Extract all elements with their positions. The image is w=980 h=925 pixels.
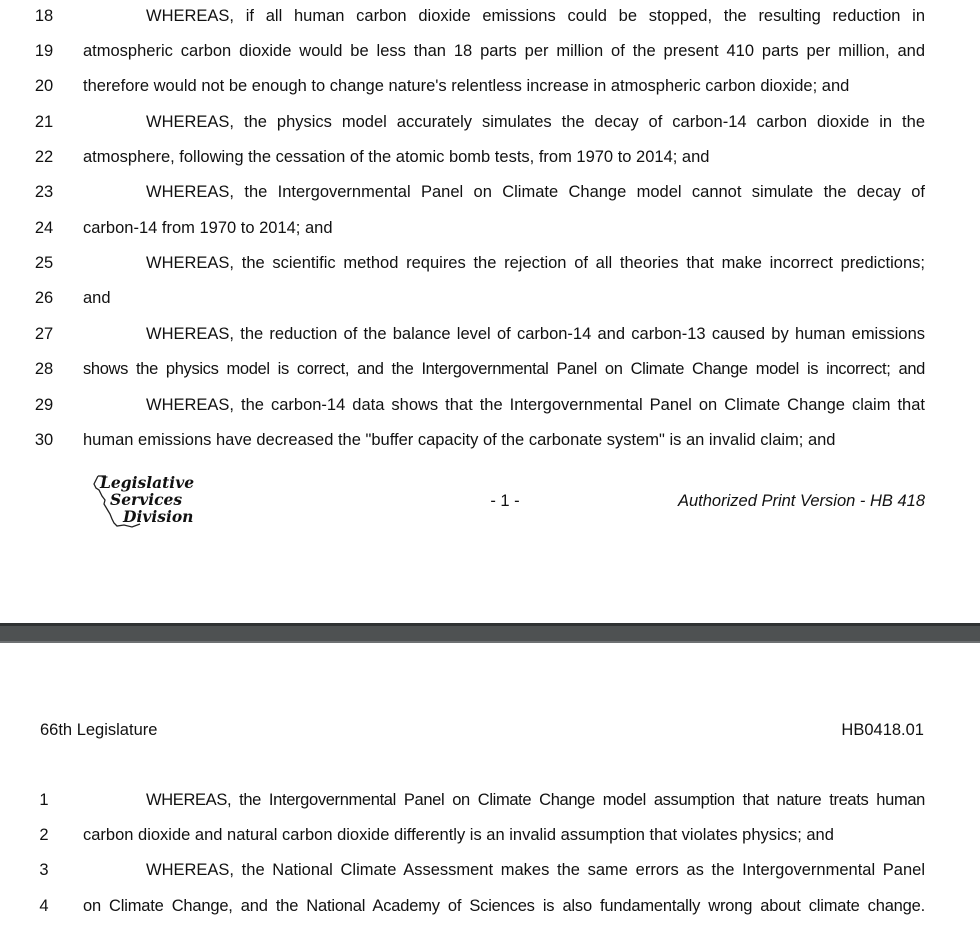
line-text: WHEREAS, the physics model accurately simulates the decay of carbon-14 carbon dioxide in the — [146, 113, 925, 131]
line-text: therefore would not be enough to change nature's relentless increase in atmospheric carbon dioxide; and — [83, 77, 850, 95]
line-text: and — [83, 289, 111, 307]
line-number: 4 — [39, 897, 49, 915]
legislature-header: 66th Legislature — [40, 721, 158, 739]
line-text: atmospheric carbon dioxide would be less than 18 parts per million of the present 410 parts per million, and — [83, 42, 925, 60]
line-number: 19 — [34, 42, 54, 60]
page-separator — [0, 623, 980, 643]
line-text: carbon-14 from 1970 to 2014; and — [83, 219, 333, 237]
text-line-28 — [0, 356, 980, 382]
line-number: 24 — [34, 219, 54, 237]
line-text: WHEREAS, the reduction of the balance level of carbon-14 and carbon-13 caused by human emissions — [146, 325, 925, 343]
line-number: 25 — [34, 254, 54, 272]
text-line-27 — [0, 321, 980, 347]
line-text: atmosphere, following the cessation of the atomic bomb tests, from 1970 to 2014; and — [83, 148, 710, 166]
line-number: 30 — [34, 431, 54, 449]
line-text: shows the physics model is correct, and the Intergovernmental Panel on Climate Change model is incorrect; and — [83, 360, 925, 378]
logo-text-line: Division — [123, 507, 194, 526]
text-line-2 — [0, 822, 980, 848]
line-text: human emissions have decreased the "buffer capacity of the carbonate system" is an invalid claim; and — [83, 431, 836, 449]
line-text: WHEREAS, the Intergovernmental Panel on Climate Change model assumption that nature treats human — [146, 791, 925, 809]
logo-text-line: Services — [110, 490, 183, 509]
bill-id-header: HB0418.01 — [841, 721, 924, 739]
line-number: 27 — [34, 325, 54, 343]
page-2 — [0, 643, 980, 925]
line-number: 23 — [34, 183, 54, 201]
text-line-1 — [0, 787, 980, 813]
text-line-19 — [0, 38, 980, 64]
line-number: 2 — [39, 826, 49, 844]
line-text: WHEREAS, the scientific method requires the rejection of all theories that make incorrect predictions; — [146, 254, 925, 272]
text-line-29 — [0, 392, 980, 418]
line-number: 1 — [39, 791, 49, 809]
text-line-22 — [0, 144, 980, 170]
line-text: WHEREAS, the carbon-14 data shows that the Intergovernmental Panel on Climate Change claim that — [146, 396, 925, 414]
line-text: WHEREAS, if all human carbon dioxide emissions could be stopped, the resulting reduction in — [146, 7, 925, 25]
line-text: WHEREAS, the Intergovernmental Panel on Climate Change model cannot simulate the decay of — [146, 183, 925, 201]
line-text: WHEREAS, the National Climate Assessment makes the same errors as the Intergovernmental Panel — [146, 861, 925, 879]
line-number: 29 — [34, 396, 54, 414]
text-line-20 — [0, 73, 980, 99]
legislative-services-division-logo — [92, 474, 212, 534]
line-number: 21 — [34, 113, 54, 131]
line-text: carbon dioxide and natural carbon dioxide differently is an invalid assumption that violates physics; and — [83, 826, 834, 844]
text-line-24 — [0, 215, 980, 241]
line-number: 20 — [34, 77, 54, 95]
text-line-18 — [0, 3, 980, 29]
line-number: 3 — [39, 861, 49, 879]
print-version-label: Authorized Print Version - HB 418 — [677, 492, 925, 510]
text-line-25 — [0, 250, 980, 276]
line-number: 26 — [34, 289, 54, 307]
line-number: 28 — [34, 360, 54, 378]
text-line-26 — [0, 285, 980, 311]
text-line-4 — [0, 893, 980, 919]
line-number: 18 — [34, 7, 54, 25]
text-line-23 — [0, 179, 980, 205]
text-line-3 — [0, 857, 980, 883]
logo-text-line: Legislative — [100, 473, 195, 492]
page-number: - 1 - — [490, 492, 520, 510]
line-number: 22 — [34, 148, 54, 166]
line-text: on Climate Change, and the National Academy of Sciences is also fundamentally wrong about climate change. — [83, 897, 925, 915]
text-line-21 — [0, 109, 980, 135]
text-line-30 — [0, 427, 980, 453]
